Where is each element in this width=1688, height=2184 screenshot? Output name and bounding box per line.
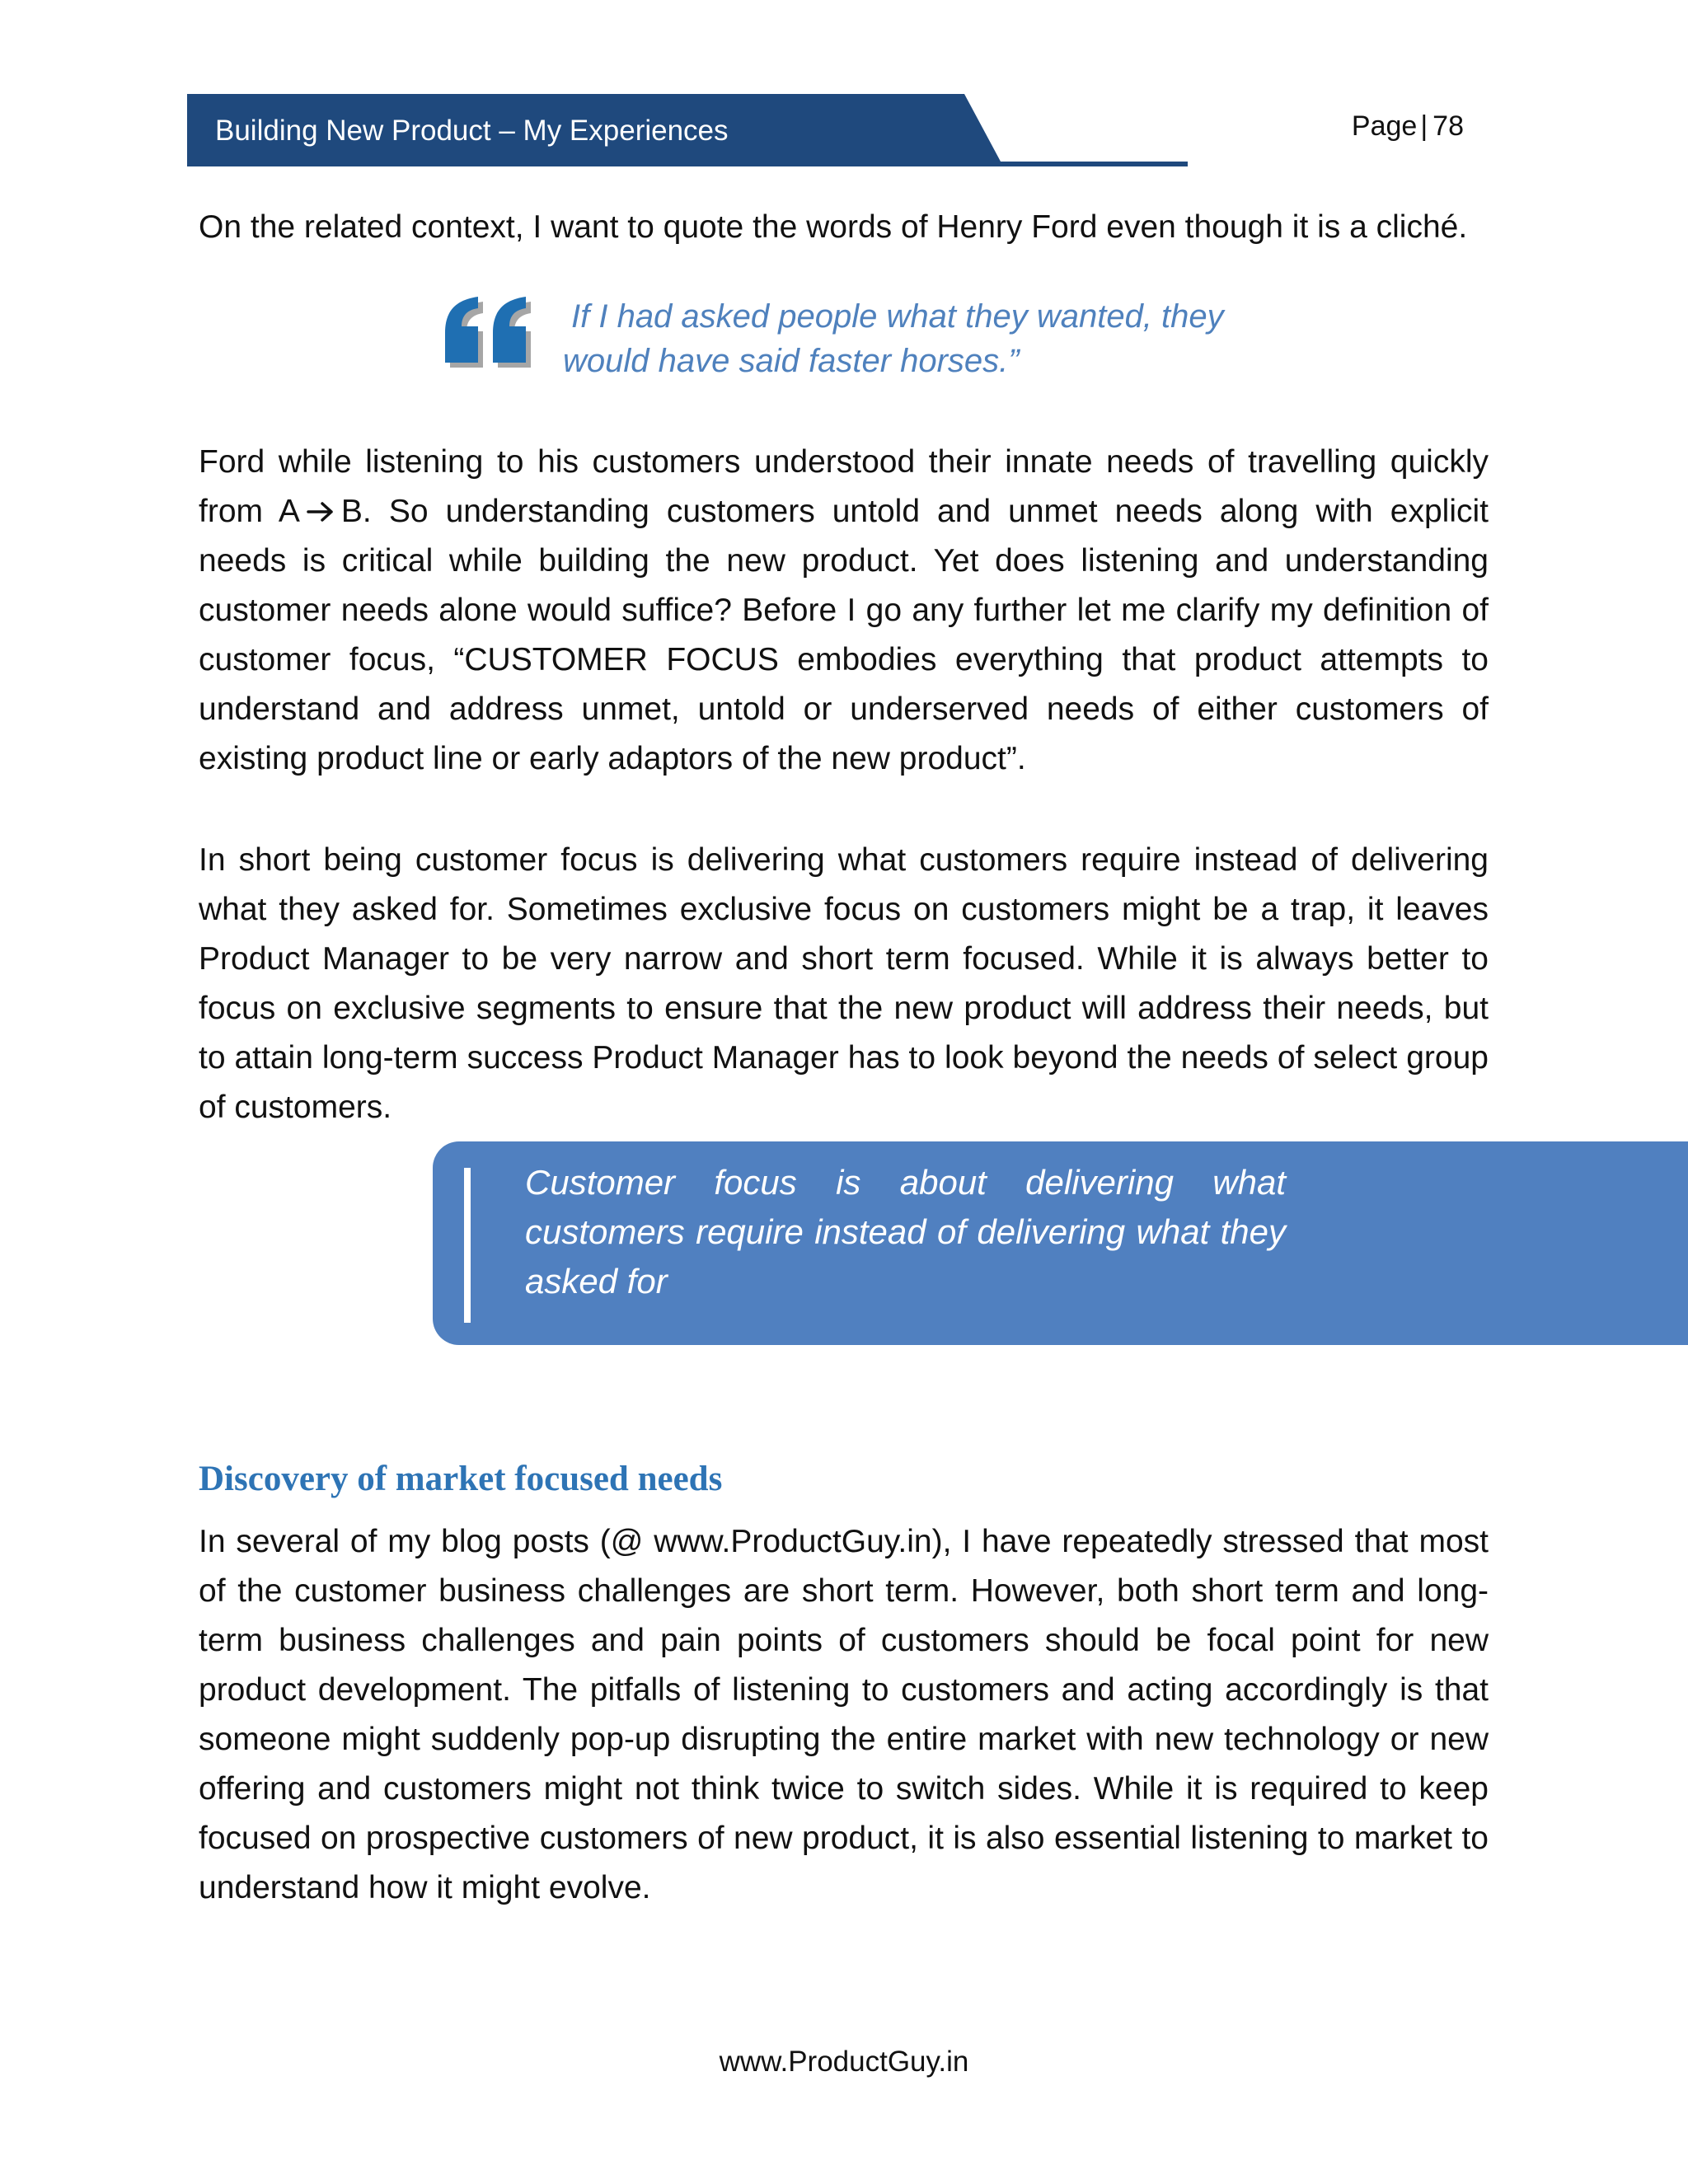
quote-line-1: If I had asked people what they wanted, they [571,298,1224,335]
callout-text: Customer focus is about delivering what customers require instead of delivering what they asked for [525,1163,1286,1301]
arrow-right-icon [307,501,335,523]
quote-mark-icon [445,297,537,371]
paragraph1-after-arrow: B. So understanding customers untold and unmet needs along with explicit needs is critical while building the new product. Yet does listening and understanding customer needs alone would suffice? Before I go any further let me clarify my definition of customer focus, “CUSTOMER FOCUS embodies everything that product attempts to understand and address unmet, untold or underserved needs of either customers of existing product line or early adaptors of the new product”. [199,494,1489,776]
page-separator: | [1420,110,1428,142]
section-heading: Discovery of market focused needs [199,1460,723,1498]
page-label: Page [1351,110,1418,142]
page-number-label [1352,110,1464,143]
paragraph-customer-focus: In short being customer focus is delivering what customers require instead of delivering what they asked for. Sometimes exclusive focus on customers might be a trap, it leaves Product Manager to be very narrow and short term focused. While it is always better to focus on exclusive segments to ensure that the new product will address their needs, but to attain long-term success Product Manager has to look beyond the needs of select group of customers. [199,842,1489,1125]
henry-ford-quote [563,294,1305,383]
paragraph-market-needs: In several of my blog posts (@ www.ProductGuy.in), I have repeatedly stressed that most of the customer business challenges are short term. However, both short term and long-term business challenges and pain points of customers should be focal point for new product development. The pitfalls of listening to customers and acting accordingly is that someone might suddenly pop-up disrupting the entire market with new technology or new offering and customers might not think twice to switch sides. While it is required to keep focused on prospective customers of new product, it is also essential listening to market to understand how it might evolve. [199,1524,1489,1905]
paragraph-ford-customers [199,438,1489,784]
page-number: 78 [1432,110,1464,142]
header-title: Building New Product – My Experiences [215,115,729,147]
quote-line-2: would have said faster horses.” [563,343,1020,379]
callout-accent-bar [464,1168,471,1323]
intro-sentence: On the related context, I want to quote the words of Henry Ford even though it is a cliché. [199,209,1468,245]
callout-box [433,1141,1688,1345]
page-header [187,94,1492,166]
paragraph1-before-arrow: Ford while listening to his customers understood their innate needs of travelling quickly from A [199,444,1489,529]
page-footer: www.ProductGuy.in [719,2046,969,2078]
